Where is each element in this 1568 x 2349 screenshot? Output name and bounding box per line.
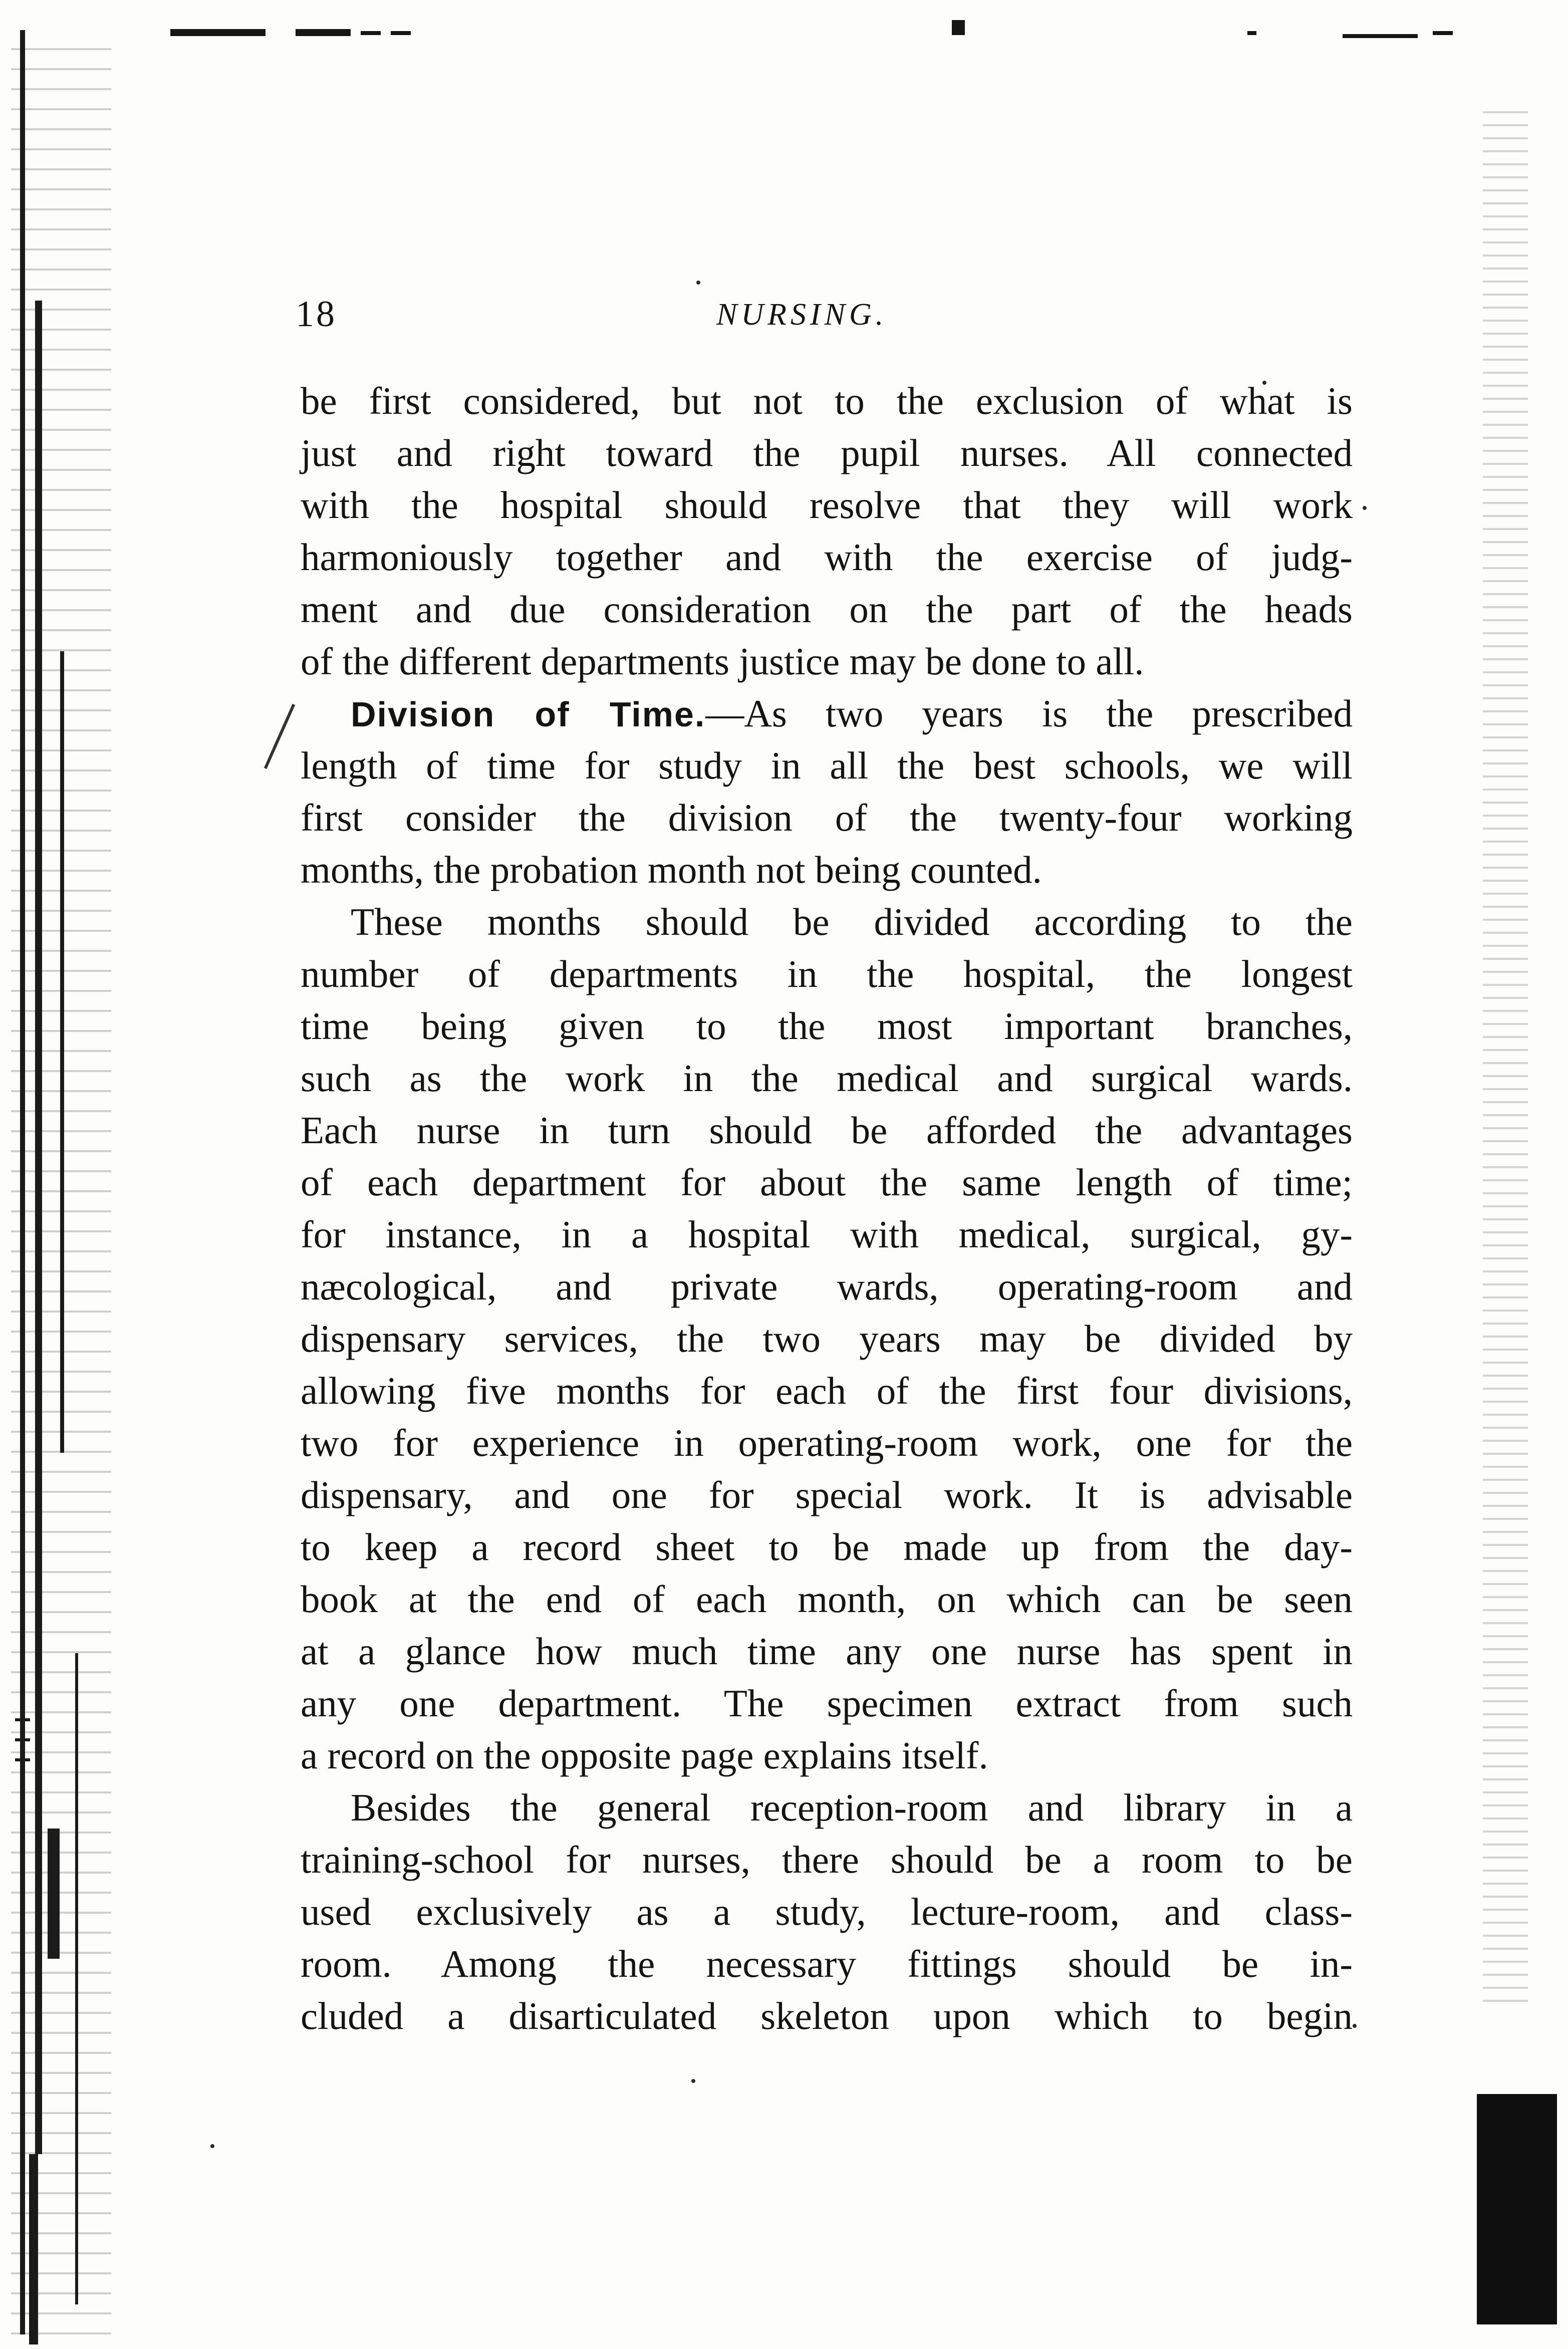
text-line: room. Among the necessary fittings should be in-	[301, 1942, 1353, 1985]
right-edge-shadow	[1483, 100, 1528, 2004]
scan-top-rule	[391, 31, 411, 35]
text-line: ment and due consideration on the part of the heads	[301, 588, 1353, 631]
scan-speck	[210, 2144, 214, 2148]
text-line: at a glance how much time any one nurse has spent in	[301, 1630, 1353, 1673]
page-header	[296, 293, 1358, 348]
text-line: of each department for about the same length of time;	[301, 1161, 1353, 1204]
text-line: dispensary, and one for special work. It is advisable	[301, 1473, 1353, 1516]
text-line: two for experience in operating-room work, one for the	[301, 1421, 1353, 1464]
text-line: Each nurse in turn should be afforded the advantages	[301, 1109, 1353, 1152]
text-line: length of time for study in all the best schools, we will	[301, 744, 1353, 787]
text-line: number of departments in the hospital, the longest	[301, 952, 1353, 995]
scan-speck	[691, 2079, 695, 2083]
text-line: of the different departments justice may be done to all.	[301, 640, 1144, 683]
scan-black-block	[1477, 2094, 1557, 2324]
text-line: such as the work in the medical and surgical wards.	[301, 1057, 1353, 1100]
scan-top-rule	[170, 29, 266, 36]
binding-edge-line	[48, 1829, 60, 1959]
text-line: allowing five months for each of the first four divisions,	[301, 1369, 1353, 1412]
scan-speck	[696, 281, 700, 285]
section-heading-line	[301, 687, 1353, 739]
scan-top-rule	[952, 20, 965, 35]
binding-edge-line	[29, 2154, 38, 2344]
text-line: months, the probation month not being counted.	[301, 848, 1042, 891]
scan-top-rule	[1343, 34, 1418, 38]
running-head: NURSING.	[716, 298, 888, 332]
binding-edge-line	[60, 651, 64, 1453]
text-line: dispensary services, the two years may be divided by	[301, 1317, 1353, 1360]
text-line: used exclusively as a study, lecture-room, and class-	[301, 1890, 1353, 1933]
text-line: These months should be divided according to the	[351, 900, 1353, 943]
text-line: time being given to the most important branches,	[301, 1004, 1353, 1048]
text-fragment: —As two years is the prescribed	[705, 692, 1353, 735]
binding-edge-line	[20, 30, 25, 2334]
text-line: just and right toward the pupil nurses. All connected	[301, 431, 1353, 474]
binding-mark	[15, 1718, 30, 1721]
binding-edge-line	[75, 1653, 78, 2304]
text-line: a record on the opposite page explains itself.	[301, 1734, 988, 1777]
scan-speck	[1363, 506, 1367, 510]
scan-speck	[1353, 2024, 1357, 2028]
body-text	[301, 375, 1353, 2042]
text-line: first consider the division of the twenty-four working	[301, 796, 1353, 839]
page-number: 18	[296, 294, 337, 335]
text-line: to keep a record sheet to be made up from the day-	[301, 1525, 1353, 1569]
text-line: book at the end of each month, on which can be seen	[301, 1578, 1353, 1621]
scan-top-rule	[296, 29, 351, 36]
text-line: for instance, in a hospital with medical, surgical, gy-	[301, 1213, 1353, 1256]
section-heading: Division of Time.	[351, 695, 706, 734]
text-line: with the hospital should resolve that they will work	[301, 483, 1353, 527]
text-line: any one department. The specimen extract from such	[301, 1682, 1353, 1725]
text-line: Besides the general reception-room and library in a	[351, 1786, 1353, 1829]
scan-top-rule	[1433, 31, 1453, 35]
pencil-mark	[264, 704, 295, 769]
text-line: harmoniously together and with the exercise of judg-	[301, 536, 1353, 579]
text-line: næcological, and private wards, operating-room and	[301, 1265, 1353, 1308]
text-line: cluded a disarticulated skeleton upon which to begin	[301, 1994, 1353, 2037]
text-line: training-school for nurses, there should be a room to be	[301, 1838, 1353, 1881]
scan-top-rule	[1247, 31, 1256, 35]
binding-mark	[15, 1738, 30, 1741]
scan-top-rule	[361, 31, 381, 35]
text-line: be first considered, but not to the exclusion of what is	[301, 379, 1353, 422]
binding-mark	[15, 1758, 30, 1761]
binding-edge-line	[35, 301, 42, 2154]
